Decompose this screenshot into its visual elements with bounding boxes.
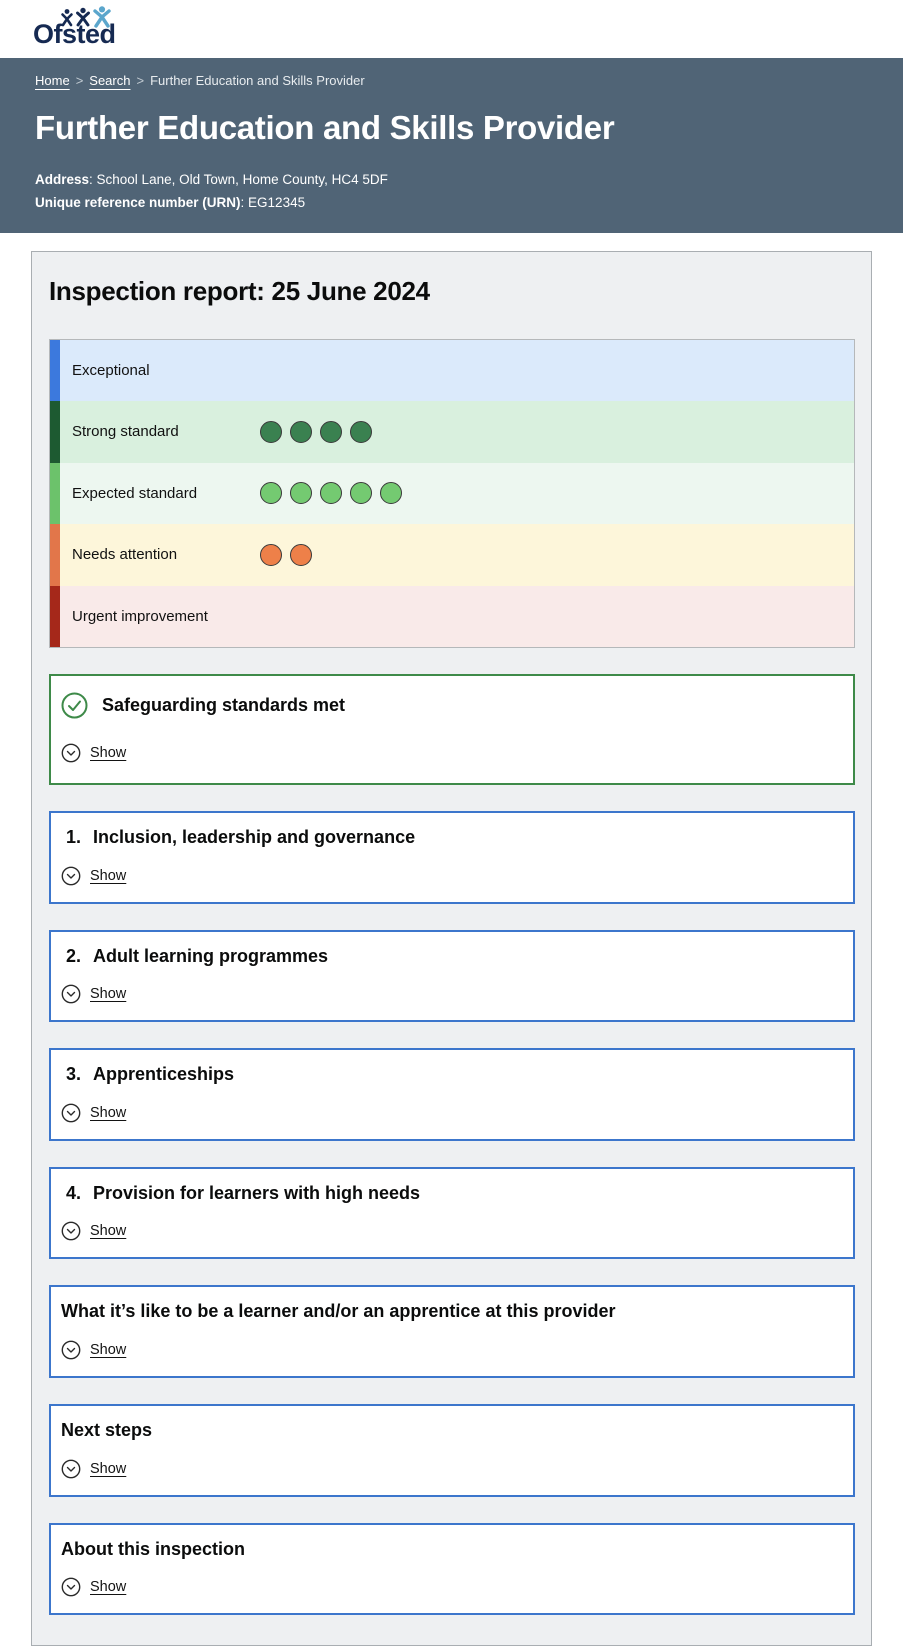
- rating-label: Expected standard: [72, 484, 198, 502]
- page-header: [0, 58, 903, 233]
- rating-dots: [260, 421, 372, 443]
- ratings-legend-table: [49, 339, 855, 649]
- rating-color-bar: [50, 340, 60, 402]
- safeguarding-show-toggle[interactable]: [61, 743, 126, 763]
- rating-color-bar: [50, 463, 60, 525]
- rating-color-bar: [50, 586, 60, 648]
- section-title: What it’s like to be a learner and/or an apprentice at this provider: [61, 1301, 616, 1322]
- section-panel-about-this-inspection: [49, 1523, 855, 1616]
- section-heading: [61, 1183, 839, 1205]
- show-link[interactable]: Show: [90, 745, 127, 762]
- section-number: 1.: [66, 827, 82, 848]
- section-panel-apprenticeships: [49, 1048, 855, 1141]
- rating-color-bar: [50, 524, 60, 586]
- chevron-down-icon: [61, 1340, 81, 1360]
- breadcrumb-search-link[interactable]: Search: [89, 73, 131, 88]
- safeguarding-title: Safeguarding standards met: [102, 695, 346, 716]
- section-heading: [61, 1301, 839, 1323]
- section-panel-adult-learning-programmes: [49, 930, 855, 1023]
- breadcrumb-home-link[interactable]: Home: [35, 73, 70, 88]
- chevron-down-icon: [61, 1577, 81, 1597]
- breadcrumb-current-page: Further Education and Skills Provider: [150, 73, 365, 88]
- rating-label: Needs attention: [72, 546, 178, 564]
- chevron-down-icon: [61, 1103, 81, 1123]
- section-show-toggle[interactable]: [61, 1103, 126, 1123]
- rating-color-bar: [50, 401, 60, 463]
- section-number: 4.: [66, 1182, 82, 1203]
- section-panel-next-steps: [49, 1404, 855, 1497]
- section-heading: [61, 1064, 839, 1086]
- section-title: Next steps: [61, 1420, 153, 1440]
- show-link[interactable]: Show: [90, 867, 127, 884]
- top-bar: [0, 0, 903, 58]
- section-heading: [61, 1420, 839, 1442]
- show-link[interactable]: Show: [90, 1460, 127, 1477]
- show-link[interactable]: Show: [90, 1579, 127, 1596]
- rating-dots: [260, 482, 402, 504]
- rating-label: Exceptional: [72, 361, 150, 379]
- rating-row-exceptional: [50, 340, 854, 402]
- section-heading: [61, 827, 839, 849]
- ofsted-logo[interactable]: [33, 6, 123, 52]
- show-link[interactable]: Show: [90, 1223, 127, 1240]
- rating-label: Strong standard: [72, 423, 179, 441]
- section-number: 2.: [66, 945, 82, 966]
- section-show-toggle[interactable]: [61, 1340, 126, 1360]
- section-heading: [61, 1539, 839, 1561]
- section-show-toggle[interactable]: [61, 1459, 126, 1479]
- section-title: Inclusion, leadership and governance: [93, 827, 416, 848]
- section-panel-high-needs-provision: [49, 1167, 855, 1260]
- section-show-toggle[interactable]: [61, 1221, 126, 1241]
- section-title: About this inspection: [61, 1538, 245, 1559]
- rating-dots: [260, 544, 312, 566]
- chevron-down-icon: [61, 1459, 81, 1479]
- breadcrumb-separator: >: [136, 73, 145, 88]
- rating-row-strong-standard: [50, 401, 854, 463]
- section-panel-learner-experience: [49, 1285, 855, 1378]
- section-title: Adult learning programmes: [93, 945, 329, 966]
- section-title: Provision for learners with high needs: [93, 1182, 421, 1203]
- rating-row-needs-attention: [50, 524, 854, 586]
- show-link[interactable]: Show: [90, 1342, 127, 1358]
- chevron-down-icon: [61, 743, 81, 763]
- breadcrumb: [35, 73, 868, 88]
- breadcrumb-separator: >: [75, 73, 84, 88]
- show-link[interactable]: Show: [90, 986, 127, 1003]
- provider-address: Address: School Lane, Old Town, Home County, HC4 5DF: [35, 172, 388, 187]
- provider-urn: Unique reference number (URN): EG12345: [35, 195, 306, 211]
- chevron-down-icon: [61, 1221, 81, 1241]
- inspection-report-card: [31, 251, 872, 1646]
- report-heading: Inspection report: 25 June 2024: [49, 275, 430, 306]
- rating-label: Urgent improvement: [72, 607, 208, 625]
- section-number: 3.: [66, 1064, 82, 1085]
- chevron-down-icon: [61, 866, 81, 886]
- section-show-toggle[interactable]: [61, 984, 126, 1004]
- safeguarding-panel: [49, 674, 855, 785]
- show-link[interactable]: Show: [90, 1104, 127, 1121]
- section-show-toggle[interactable]: [61, 866, 126, 886]
- ofsted-logo-text: Ofsted: [33, 19, 116, 49]
- section-panel-inclusion-leadership-governance: [49, 811, 855, 904]
- section-show-toggle[interactable]: [61, 1577, 126, 1597]
- section-heading: [61, 946, 839, 968]
- chevron-down-icon: [61, 984, 81, 1004]
- rating-row-urgent-improvement: [50, 586, 854, 648]
- page-title: Further Education and Skills Provider: [35, 109, 615, 146]
- section-title: Apprenticeships: [93, 1064, 235, 1085]
- rating-row-expected-standard: [50, 463, 854, 525]
- check-circle-icon: [61, 692, 88, 719]
